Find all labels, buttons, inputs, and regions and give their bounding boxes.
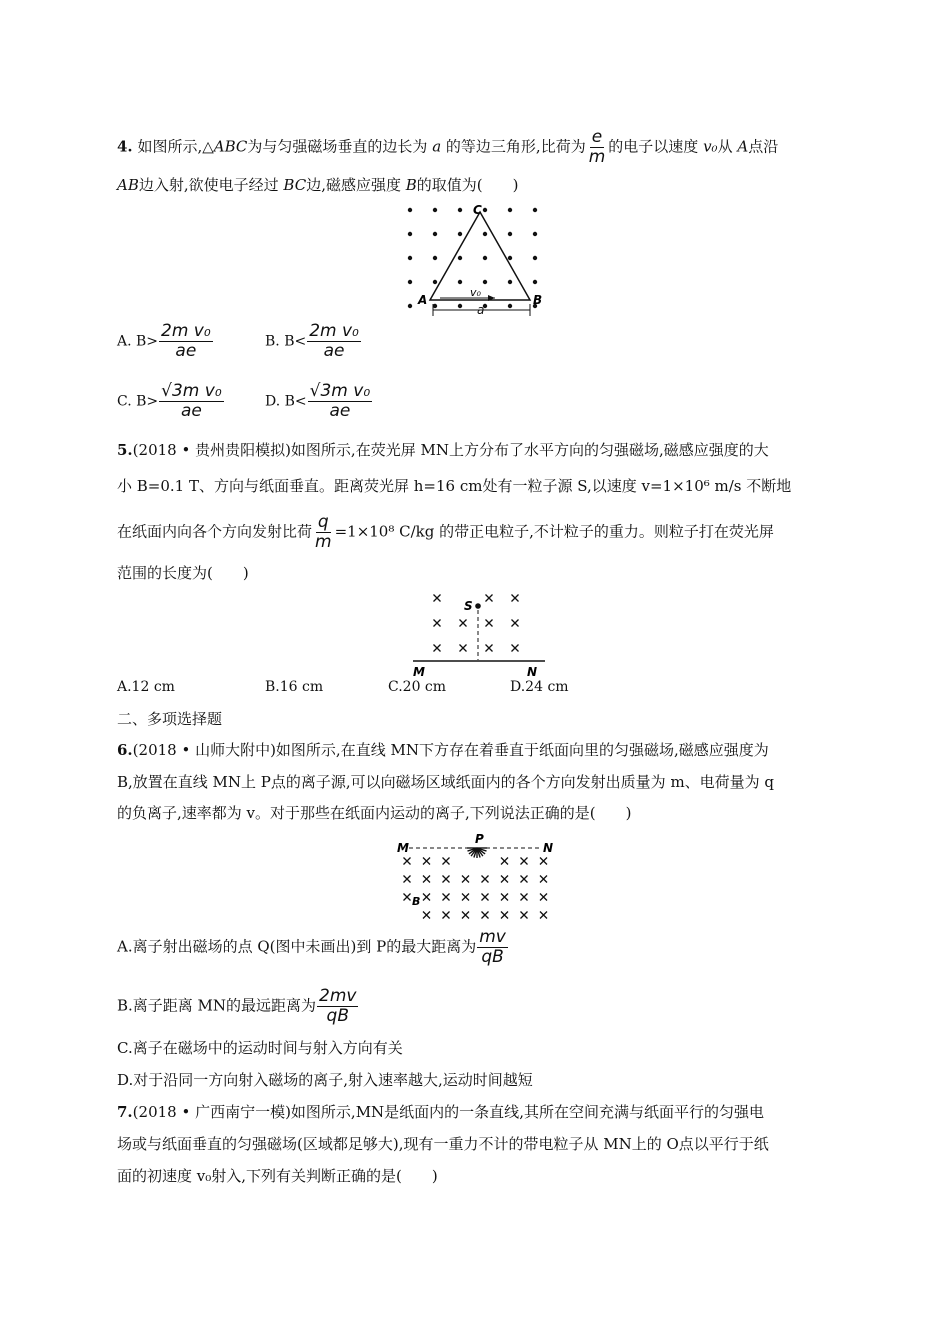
q7-number: 7. [117,1103,133,1121]
field-cross [423,876,430,883]
field-dot [508,232,512,236]
label-N: N [543,841,554,855]
field-cross [423,894,430,901]
field-dot [433,208,437,212]
q6-text: (2018 • 山师大附中)如图所示,在直线 MN下方存在着垂直于纸面向里的匀强磁场,磁感应强度为 [132,741,769,759]
label-M: M [413,665,425,679]
section-heading: 二、多项选择题 [117,710,223,728]
q4-option-a[interactable] [117,322,214,361]
field-cross [443,858,450,865]
q6-line2 [117,772,774,792]
q7-text: (2018 • 广西南宁一模)如图所示,MN是纸面内的一条直线,其所在空间充满与纸面平行的匀强电 [132,1103,764,1121]
option-fraction [317,987,358,1026]
field-cross [512,595,519,602]
field-dot [433,256,437,260]
field-cross [512,620,519,627]
frac-den: ae [180,401,202,421]
field-dot [508,208,512,212]
field-cross [486,645,493,652]
field-dot [433,232,437,236]
frac-num: q [317,512,329,532]
field-cross [486,595,493,602]
q7-text: 场或与纸面垂直的匀强磁场(区域都足够大),现有一重力不计的带电粒子从 MN上的 O点以平行于纸 [117,1135,769,1153]
frac-den: ae [323,341,345,361]
ion-source-p [467,848,487,858]
field-cross [540,894,547,901]
q5-charge-ratio [313,513,334,552]
field-dot [483,232,487,236]
label-A: A [418,293,428,307]
q4-bc: BC [283,176,307,194]
q5-text: =1×10⁸ C/kg 的带正电粒子,不计粒子的重力。则粒子打在荧光屏 [334,522,774,541]
field-dot [483,280,487,284]
field-dot [408,208,412,212]
option-fraction [477,928,508,967]
q6-figure [395,832,560,924]
field-cross [423,912,430,919]
field-dot [533,208,537,212]
label-v0: v₀ [470,286,481,299]
q4-option-c[interactable] [117,382,225,421]
option-label: A. B> [117,333,159,350]
q4-a: a [432,137,442,156]
q4-line2 [117,175,519,195]
field-dot [458,232,462,236]
option-text: A.离子射出磁场的点 Q(图中未画出)到 P的最大距离为 [117,937,477,956]
q6-option-c[interactable]: C.离子在磁场中的运动时间与射入方向有关 [117,1039,403,1057]
field-cross [462,912,469,919]
field-dot [533,256,537,260]
field-cross [460,620,467,627]
magnetic-field-crosses [434,595,519,652]
q5-option-c[interactable]: C.20 cm [388,679,447,695]
field-cross [540,912,547,919]
frac-den: ae [329,401,351,421]
q4-option-b[interactable] [265,322,362,361]
q5-text: 在纸面内向各个方向发射比荷 [117,522,313,541]
field-dot [458,304,462,308]
option-fraction [159,382,224,421]
field-cross [434,645,441,652]
label-S: S [464,599,473,613]
field-cross [482,894,489,901]
field-cross [443,876,450,883]
frac-den: qB [481,947,504,967]
source-s [475,603,481,609]
q4-text: 从 [717,137,733,156]
magnetic-field-crosses [404,858,548,925]
frac-num: √3m v₀ [309,381,371,401]
q5-figure [405,588,555,680]
frac-num: e [591,127,603,147]
q4-text: 的取值为( ) [416,176,519,194]
q4-text: 点沿 [748,137,779,156]
frac-den: m [588,147,606,167]
field-cross [462,894,469,901]
field-cross [404,876,411,883]
option-text: B.离子距离 MN的最远距离为 [117,996,317,1015]
field-cross [434,595,441,602]
field-cross [501,858,508,865]
field-dot [508,304,512,308]
field-cross [462,876,469,883]
q5-number: 5. [117,441,133,459]
q5-line2 [117,476,791,496]
option-fraction [308,382,373,421]
field-dot [408,280,412,284]
field-dot [533,232,537,236]
q4-figure [400,200,550,318]
field-dot [508,256,512,260]
q5-option-b[interactable]: B.16 cm [265,679,324,695]
field-dot [483,256,487,260]
frac-num: 2mv [319,986,357,1006]
field-cross [486,620,493,627]
q7-line1 [117,1102,764,1122]
q4-number: 4. [117,137,133,156]
q6-option-b[interactable] [117,987,359,1026]
label-B: B [533,293,543,307]
q5-text: 范围的长度为( ) [117,564,249,582]
field-cross [443,912,450,919]
q7-line2 [117,1134,769,1154]
q4-option-d[interactable] [265,382,373,421]
q5-option-d[interactable]: D.24 cm [510,679,569,695]
q6-option-a[interactable] [117,928,509,967]
field-cross [482,876,489,883]
q4-text: 边,磁感应强度 [306,176,401,194]
q6-line1 [117,740,769,760]
field-dot [508,280,512,284]
field-cross [521,876,528,883]
frac-num: 2m v₀ [309,321,359,341]
field-cross [434,620,441,627]
option-label: C. B> [117,393,159,410]
frac-num: √3m v₀ [161,381,222,401]
q7-text: 面的初速度 v₀射入,下列有关判断正确的是( ) [117,1167,438,1185]
option-fraction [307,322,361,361]
q4-text: 如图所示,△ [137,137,214,156]
q7-line3 [117,1166,438,1186]
q4-text: 的等边三角形,比荷为 [445,137,586,156]
field-dot [483,208,487,212]
field-cross [443,894,450,901]
q4-text: 的电子以速度 [608,137,699,156]
q6-text: B,放置在直线 MN上 P点的离子源,可以向磁场区域纸面内的各个方向发射出质量为 m、电荷量为 q [117,773,775,791]
q5-text: (2018 • 贵州贵阳模拟)如图所示,在荧光屏 MN上方分布了水平方向的匀强磁场,磁感应强度的大 [132,441,769,459]
field-cross [404,894,411,901]
q5-line3 [117,513,774,552]
field-cross [521,894,528,901]
q4-text: 边入射,欲使电子经过 [138,176,279,194]
frac-num: mv [479,927,506,947]
q6-text: 的负离子,速率都为 v。对于那些在纸面内运动的离子,下列说法正确的是( ) [117,804,632,822]
field-dot [408,256,412,260]
field-dot [458,208,462,212]
q6-number: 6. [117,741,133,759]
q4-B: B [405,176,417,194]
q4-charge-ratio [587,128,608,167]
q4-text: 为与匀强磁场垂直的边长为 [247,137,428,156]
frac-den: m [315,532,332,552]
field-cross [540,858,547,865]
label-M: M [397,841,409,855]
field-dot [533,280,537,284]
option-fraction [159,322,213,361]
label-B: B [412,895,421,908]
frac-num: 2m v₀ [161,321,211,341]
field-dot [458,280,462,284]
field-dot [433,280,437,284]
field-cross [521,858,528,865]
field-cross [501,876,508,883]
q5-text: 小 B=0.1 T、方向与纸面垂直。距离荧光屏 h=16 cm处有一粒子源 S,以速度 v=1×10⁶ m/s 不断地 [117,477,792,495]
frac-den: ae [175,341,197,361]
option-label: B. B< [265,333,307,350]
label-C: C [473,203,482,217]
field-dot [458,256,462,260]
field-dot [408,304,412,308]
field-cross [423,858,430,865]
option-label: D. B< [265,393,307,410]
field-cross [404,858,411,865]
q4-line1 [117,128,778,167]
q4-A: A [737,137,749,156]
frac-den: qB [326,1006,349,1026]
field-cross [482,912,489,919]
q6-line3 [117,803,632,823]
field-cross [540,876,547,883]
field-cross [501,912,508,919]
q5-option-a[interactable]: A.12 cm [117,679,175,695]
field-dot [408,232,412,236]
field-cross [521,912,528,919]
q5-line1 [117,440,769,460]
field-cross [460,645,467,652]
q4-v0: v₀ [703,137,718,156]
label-P: P [475,832,484,846]
field-cross [512,645,519,652]
field-cross [501,894,508,901]
q6-option-d[interactable]: D.对于沿同一方向射入磁场的离子,射入速率越大,运动时间越短 [117,1071,533,1089]
label-a: a [477,303,485,317]
q5-line4 [117,563,249,583]
label-N: N [527,665,538,679]
q4-abc: ABC [213,137,248,156]
q4-ab: AB [117,176,139,194]
